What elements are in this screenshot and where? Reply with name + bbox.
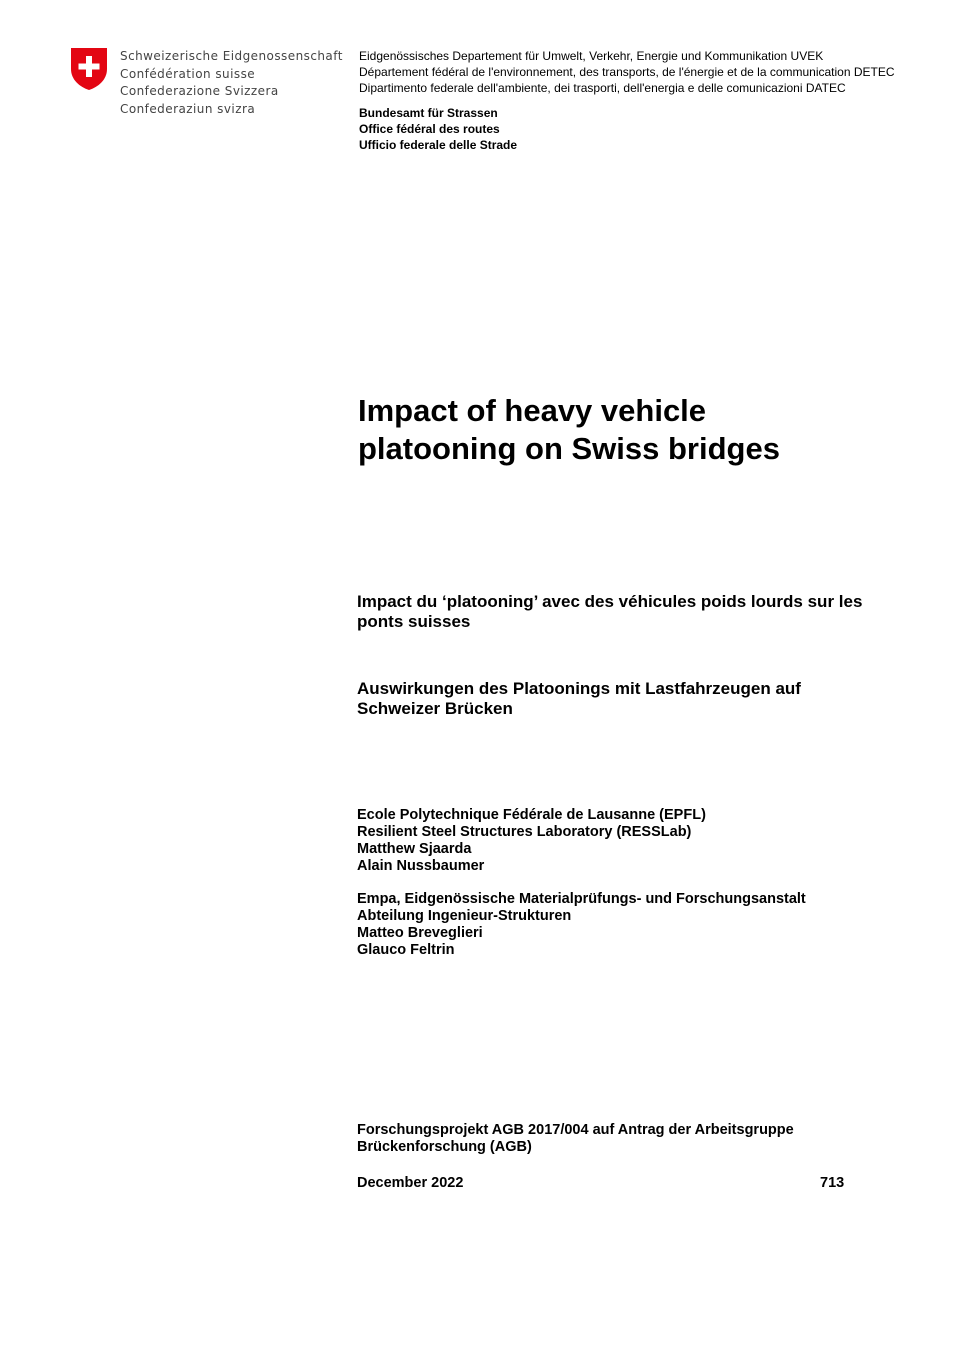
office-header: [359, 105, 517, 153]
office-name-it: Ufficio federale delle Strade: [359, 138, 518, 152]
author-name: Glauco Feltrin: [357, 942, 455, 958]
authors-epfl: [357, 807, 706, 875]
report-number: 713: [820, 1175, 845, 1191]
subtitle-german: Auswirkungen des Platoonings mit Lastfahrzeugen auf Schweizer Brücken: [357, 679, 801, 718]
report-title-line-2: platooning on Swiss bridges: [358, 431, 780, 466]
confederation-names: [120, 48, 343, 118]
laboratory-name: Resilient Steel Structures Laboratory (RESSLab): [357, 824, 692, 840]
report-title: [358, 392, 918, 468]
research-project: Forschungsprojekt AGB 2017/004 auf Antrag der Arbeitsgruppe Brückenforschung (AGB): [357, 1122, 794, 1155]
authors-empa: [357, 891, 806, 959]
publication-date: December 2022: [357, 1175, 464, 1191]
report-title-line-1: Impact of heavy vehicle: [358, 393, 707, 428]
confederation-name-fr: Confédération suisse: [120, 66, 256, 81]
department-name-fr: Département fédéral de l'environnement, des transports, de l'énergie et de la communication DETEC: [359, 65, 895, 79]
institution-name: Ecole Polytechnique Fédérale de Lausanne (EPFL): [357, 807, 706, 823]
confederation-name-it: Confederazione Svizzera: [120, 84, 279, 98]
swiss-shield-icon: [70, 47, 108, 91]
department-name: Abteilung Ingenieur-Strukturen: [357, 908, 572, 924]
subtitle-french: Impact du ‘platooning’ avec des véhicules poids lourds sur les ponts suisses: [357, 592, 863, 631]
institution-name: Empa, Eidgenössische Materialprüfungs- und Forschungsanstalt: [357, 891, 806, 907]
confederation-name-rm: Confederaziun svizra: [120, 101, 256, 116]
author-name: Alain Nussbaumer: [357, 858, 485, 874]
author-name: Matthew Sjaarda: [357, 841, 472, 857]
department-name-de: Eidgenössisches Departement für Umwelt, Verkehr, Energie und Kommunikation UVEK: [359, 49, 824, 63]
office-name-de: Bundesamt für Strassen: [359, 106, 498, 120]
confederation-name-de: Schweizerische Eidgenossenschaft: [120, 49, 343, 63]
office-name-fr: Office fédéral des routes: [359, 122, 500, 136]
department-header: [359, 48, 895, 96]
department-name-it: Dipartimento federale dell'ambiente, dei trasporti, dell'energia e delle comunicazioni DATEC: [359, 81, 846, 95]
author-name: Matteo Breveglieri: [357, 925, 483, 941]
